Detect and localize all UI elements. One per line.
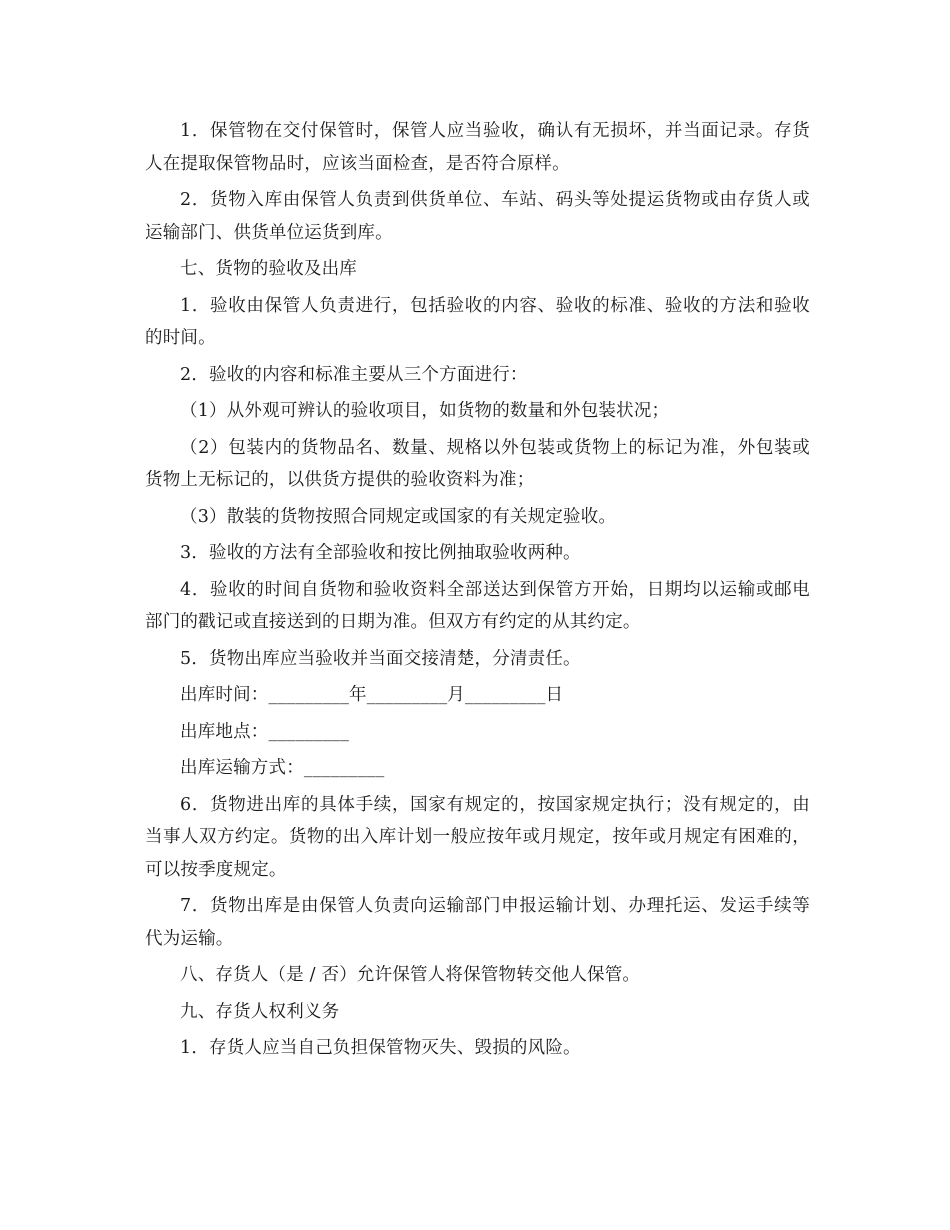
paragraph-inspection-item-3: （3）散装的货物按照合同规定或国家的有关规定验收。 — [180, 506, 617, 527]
paragraph-inspection-item-2: （2）包装内的货物品名、数量、规格以外包装或货物上的标记为准，外包装或货物上无标记的，以供货方提供的验收资料为准； — [145, 437, 810, 490]
paragraph-inspection-responsibility: 1．验收由保管人负责进行，包括验收的内容、验收的标准、验收的方法和验收的时间。 — [145, 295, 810, 348]
field-outbound-transport: 出库运输方式：_________ — [180, 758, 385, 778]
section-heading-depositor-rights: 九、存货人权利义务 — [180, 1001, 340, 1022]
paragraph-inspection-item-1: （1）从外观可辨认的验收项目，如货物的数量和外包装状况； — [180, 401, 670, 421]
section-heading-transfer-permission: 八、存货人（是 / 否）允许保管人将保管物转交他人保管。 — [180, 965, 641, 985]
paragraph-depositor-risk: 1．存货人应当自己负担保管物灭失、毁损的风险。 — [180, 1038, 581, 1058]
paragraph-receipt-inspection: 1．保管物在交付保管时，保管人应当验收，确认有无损坏，并当面记录。存货人在提取保管物品时，应该当面检查，是否符合原样。 — [145, 121, 810, 174]
document-body — [145, 115, 810, 1069]
paragraph-warehouse-entry: 2．货物入库由保管人负责到供货单位、车站、码头等处提运货物或由存货人或运输部门、供货单位运货到库。 — [145, 190, 810, 243]
section-heading-inspection-and-outbound: 七、货物的验收及出库 — [180, 259, 357, 279]
paragraph-outbound-transport: 7．货物出库是由保管人负责向运输部门申报运输计划、办理托运、发运手续等代为运输。 — [145, 896, 810, 949]
paragraph-inspection-method: 3．验收的方法有全部验收和按比例抽取验收两种。 — [180, 543, 581, 563]
paragraph-outbound-procedures: 6．货物进出库的具体手续，国家有规定的，按国家规定执行；没有规定的，由当事人双方约定。货物的出入库计划一般应按年或月规定，按年或月规定有困难的，可以按季度规定。 — [145, 794, 810, 880]
field-outbound-date: 出库时间：_________年_________月_________日 — [180, 685, 564, 705]
paragraph-outbound-handover: 5．货物出库应当验收并当面交接清楚，分清责任。 — [180, 648, 581, 669]
field-outbound-location: 出库地点：_________ — [180, 721, 350, 742]
paragraph-inspection-time: 4．验收的时间自货物和验收资料全部送达到保管方开始，日期均以运输或邮电部门的戳记或直接送到的日期为准。但双方有约定的从其约定。 — [145, 579, 810, 632]
paragraph-inspection-content: 2．验收的内容和标准主要从三个方面进行： — [180, 364, 528, 385]
